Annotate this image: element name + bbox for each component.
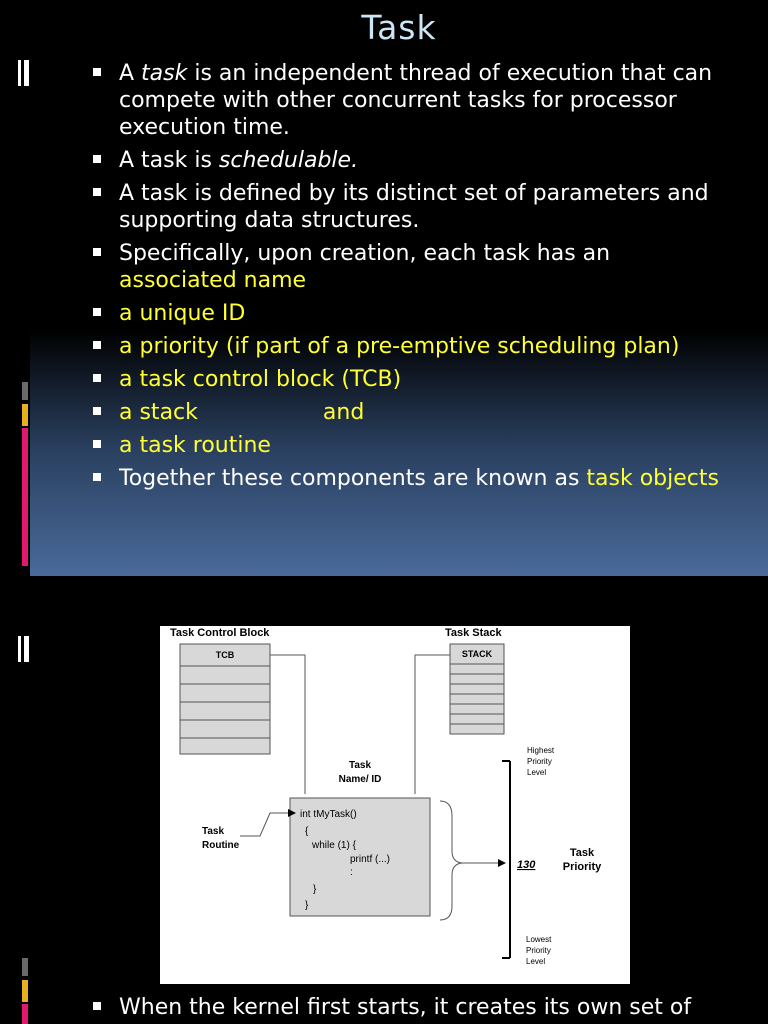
lowest-label: Priority xyxy=(526,946,551,955)
lowest-label: Lowest xyxy=(526,935,552,944)
bullet-square-icon xyxy=(93,407,101,415)
bullet-item: A task is schedulable. xyxy=(90,147,730,174)
arrow-head-icon xyxy=(498,859,506,867)
slide-marker xyxy=(24,60,29,86)
priority-value: 130 xyxy=(517,859,536,871)
tcb-rows xyxy=(180,666,270,754)
slide-2-side-strip xyxy=(0,576,30,1024)
tcb-label: TCB xyxy=(215,650,235,660)
bullet-item: Together these components are known as task objects xyxy=(90,465,730,492)
code-line: { xyxy=(305,826,309,837)
highest-label: Level xyxy=(527,768,547,777)
bullet-square-icon xyxy=(93,374,101,382)
bullet-square-icon xyxy=(93,440,101,448)
task-routine-line1: Task xyxy=(202,826,225,837)
task-diagram-svg xyxy=(160,626,630,984)
bullet-item: When the kernel first starts, it creates its own set of xyxy=(90,994,740,1021)
slide-marker xyxy=(24,636,29,662)
bullet-item: Specifically, upon creation, each task has an associated name xyxy=(90,240,730,294)
code-line: : xyxy=(350,867,353,878)
bullet-square-icon xyxy=(93,248,101,256)
stack-title: Task Stack xyxy=(445,627,502,639)
priority-title-line1: Task xyxy=(569,847,595,859)
accent-bar-pink xyxy=(22,1004,28,1024)
code-line: int tMyTask() xyxy=(300,809,357,820)
task-object-diagram xyxy=(160,626,630,984)
tcb-title: Task Control Block xyxy=(170,627,270,639)
bullet-item: a stack and xyxy=(90,399,730,426)
bullet-item: A task is defined by its distinct set of parameters and supporting data structures. xyxy=(90,180,730,234)
bullet-square-icon xyxy=(93,155,101,163)
bullet-square-icon xyxy=(93,1002,101,1010)
code-line: } xyxy=(313,884,317,895)
lowest-label: Level xyxy=(526,957,546,966)
routine-connector xyxy=(240,813,290,836)
slide-1-side-strip xyxy=(0,0,30,576)
brace-shape xyxy=(440,801,462,920)
bullet-item: a task routine xyxy=(90,432,730,459)
stack-rows xyxy=(450,664,504,734)
stack-connector xyxy=(415,655,450,794)
slide-2 xyxy=(0,576,768,1024)
bullet-item: a unique ID xyxy=(90,300,730,327)
slide-marker xyxy=(18,60,21,86)
code-line: printf (...) xyxy=(350,854,391,865)
accent-bar-gray xyxy=(22,958,28,976)
bullet-item: a task control block (TCB) xyxy=(90,366,730,393)
bullet-item: a priority (if part of a pre-emptive scheduling plan) xyxy=(90,333,730,360)
bullet-list xyxy=(90,60,730,498)
highest-label: Priority xyxy=(527,757,552,766)
bullet-square-icon xyxy=(93,68,101,76)
priority-title-line2: Priority xyxy=(562,861,602,873)
task-name-line2: Name/ ID xyxy=(338,774,382,785)
stack-label: STACK xyxy=(461,649,493,659)
accent-bar-gold xyxy=(22,404,28,426)
accent-bar-pink xyxy=(22,428,28,566)
bullet-item: A task is an independent thread of execution that can compete with other concurrent tasks for processor execution time. xyxy=(90,60,730,141)
task-routine-line2: Routine xyxy=(202,840,240,851)
bullet-square-icon xyxy=(93,473,101,481)
accent-bar-gray xyxy=(22,382,28,400)
bullet-square-icon xyxy=(93,308,101,316)
bullet-square-icon xyxy=(93,341,101,349)
bullet-square-icon xyxy=(93,188,101,196)
task-name-line1: Task xyxy=(348,760,372,771)
slide-marker xyxy=(18,636,21,662)
code-line: while (1) { xyxy=(312,840,356,851)
tcb-connector xyxy=(270,655,305,794)
bottom-bullet-list xyxy=(90,994,740,1021)
accent-bar-gold xyxy=(22,980,28,1002)
highest-label: Highest xyxy=(527,746,555,755)
code-line: } xyxy=(305,900,309,911)
slide-title: Task xyxy=(361,8,437,47)
